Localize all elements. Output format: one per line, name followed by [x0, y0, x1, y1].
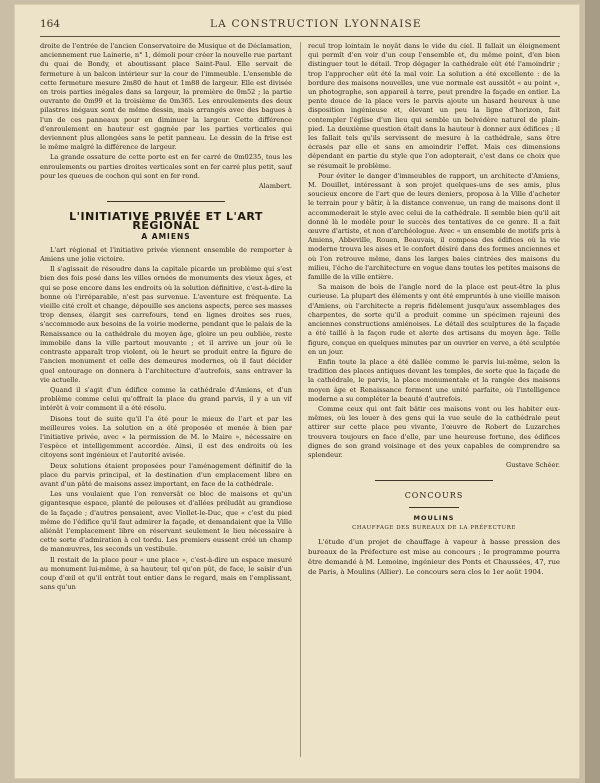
- paragraph: Comme ceux qui ont fait bâtir ces maisons vont ou les habiter eux-mêmes, où les louer à des gens qui la vue seule de la cathédrale peut attirer sur cette place peu vivante, l'œuvre de Robert de Luzarches trouvera toujours en face d'elle, par une heureuse fortune, des édifices dignes de son grand voisinage et des yeux capables de comprendre sa splendeur.: [308, 404, 560, 459]
- paragraph: L'art régional et l'initiative privée viennent ensemble de remporter à Amiens une jolie victoire.: [40, 245, 292, 264]
- page-number: 164: [40, 18, 61, 30]
- right-column: [308, 42, 560, 762]
- running-header: [40, 18, 560, 34]
- section-divider: [107, 201, 225, 202]
- column-divider: [300, 42, 301, 757]
- notice-city: MOULINS: [413, 513, 455, 522]
- paragraph: La grande ossature de cette porte est en fer carré de 0m0235, tous les enroulements ou parties droites verticales sont en fer carré plus petit, sauf pour les queues de cochon qui sont en fer rond.: [40, 153, 292, 180]
- article-subheading: A AMIENS: [141, 231, 191, 241]
- paragraph: Les uns voulaient que l'on renversât ce bloc de maisons et qu'un gigantesque espace, planté de pelouses et d'allées préludât au grandiose de la façade ; d'autres pensaient, avec Viollet-le-Duc, que « c'est du pied même de l'édifice qu'il faut admirer la façade, et demandaient que la Ville aliénât l'emplacement libre en réservant seulement le lieu nécessaire à cette sorte d'admiration à col tordu. Les premiers eussent créé un champ de manœuvres, les seconds un vestibule.: [40, 490, 292, 554]
- section-title: CONCOURS: [404, 491, 464, 501]
- book-spine: [585, 0, 600, 783]
- notice-text: L'étude d'un projet de chauffage à vapeur à basse pression des bureaux de la Préfecture est mise au concours ; le programme pourra être demandé à M. Lemoine, ingénieur des Ponts et Chaussées, 47, rue de Paris, à Moulins (Allier). Le concours sera clos le 1er août 1904.: [308, 537, 560, 576]
- paragraph: Deux solutions étaient proposées pour l'aménagement définitif de la place du parvis principal, et la destination d'un emplacement libre en avant d'un pâté de maisons assez important, en face de la cathédrale.: [40, 461, 292, 488]
- paragraph: Sa maison de bois de l'angle nord de la place est peut-être la plus curieuse. La plupart des éléments y ont été empruntés à une vieille maison d'Amiens, où l'architecte a repris fidèlement jusqu'aux assemblages des charpentes, de sorte qu'il a produit comme un spécimen rajeuni des anciennes constructions amiénoises. Le détail des sculptures de la façade a été taillé à la façon rude et alerte des artisans du moyen âge. Telle figure, conçue en quelques minutes par un ouvrier en verve, a été sculptée en un jour.: [308, 283, 560, 356]
- paragraph: Quand il s'agit d'un édifice comme la cathédrale d'Amiens, et d'un problème comme celui qu'offrait la place du grand parvis, il y a un vif intérêt à voir comment il a été résolu.: [40, 385, 292, 413]
- section-divider: [375, 480, 493, 481]
- paragraph: Enfin toute la place a été dallée comme le parvis lui-même, selon la tradition des places antiques devant les temples, de sorte que la façade de la cathédrale, le parvis, la place monumentale et la rangée des maisons moyen âge et Renaissance forment une unité parfaite, où l'intelligence moderne a su compléter la beauté d'autrefois.: [308, 357, 560, 403]
- article-headline: L'INITIATIVE PRIVÉE ET L'ART RÉGIONAL: [69, 210, 263, 233]
- left-column: [40, 42, 292, 762]
- paragraph: droite de l'entrée de l'ancien Conservatoire de Musique et de Déclamation, anciennement rue Lainerie, n° 1, démoli pour créer la nouvelle rue partant du quai de Bondy, et aboutissant place Saint-Paul. Elle servait de fermeture à un balcon intérieur sur la cour de l'immeuble. L'ensemble de cette fermeture mesure 2m80 de haut et 1m88 de largeur. Elle est divisée en trois parties inégales dans sa largeur, la première de 0m52 ; la partie ouvrante de 0m99 et la troisième de 0m365. Les enroulements des deux pilastres inégaux sont de même dessin, mais arrangés avec des bagues à l'un de ces panneaux pour en diminuer la largeur. Cette différence d'enroulement en hauteur est gagnée par les parties verticales qui deviennent plus allongées sans le petit panneau. Le dessin de la frise est le même malgré la différence de largeur.: [40, 42, 292, 152]
- paragraph: Pour éviter le danger d'immeubles de rapport, un architecte d'Amiens, M. Douillet, intéressant à son projet quelques-uns de ses amis, plus soucieux encore de l'art que de leurs deniers, proposa à la Ville d'acheter le terrain pour y bâtir, à la distance convenue, un rang de maisons dont il accommoderait le style avec celui de la cathédrale. Il semble bien qu'il ait donné là le modèle pour le succès des tentatives de ce genre. Il a fait œuvre d'artiste, et non d'archéologue. Avec « un ensemble de motifs pris à Amiens, Abbeville, Rouen, Beauvais, il composa des édifices où la vie moderne trouva les aises et le confort désiré dans des formes anciennes et où l'on retrouve même, dans les larges baies cintrées des maisons du milieu, l'écho de l'architecture en vogue dans toutes les petites maisons de famille de la ville entière.: [308, 171, 560, 282]
- paragraph: recul trop lointain le noyât dans le vide du ciel. Il fallait un éloignement qui permît d'en voir d'un coup l'ensemble et, du même point, d'en bien distinguer tout le détail. Trop dégager la cathédrale eût été l'amoindrir ; trop l'approcher eût été la mal voir. La solution a été excellente : de la bordure des maisons nouvelles, une vue normale est aussitôt « au point », un photographe, son appareil à terre, peut prendre la façade en entier. La pente douce de la place vers le parvis ajoute un hasard heureux à une disposition ingénieuse et, élevant un peu la ligne d'horizon, fait contempler l'église d'un lieu qui semble un belvédère naturel de plain-pied. La deuxième question était dans la hauteur à donner aux édifices ; il les fallait tels qu'ils servissent de mesure à la cathédrale, sans être écrasés par elle et sans en amoindrir l'effet. Mais ces dimensions dépendant en partie du style que l'on adopterait, c'est dans ce choix que se résumait le problème.: [308, 42, 560, 170]
- author-signature: Gustave Schéer.: [506, 461, 560, 470]
- paragraph: Disons tout de suite qu'il l'a été pour le mieux de l'art et par les meilleures voies. La solution en a été proposée et menée à bien par l'initiative privée, avec « la permission de M. le Maire », nécessaire en l'espèce et intelligemment accordée. Ainsi, il est des endroits où les citoyens sont ingénieux et l'autorité avisée.: [40, 414, 292, 460]
- journal-title: LA CONSTRUCTION LYONNAISE: [210, 18, 422, 30]
- header-rule: [40, 36, 560, 37]
- author-signature: Alambert.: [258, 182, 292, 191]
- notice-caption: CHAUFFAGE DES BUREAUX DE LA PRÉFECTURE: [352, 524, 516, 531]
- paragraph: Il s'agissait de résoudre dans la capitale picarde un problème qui s'est bien des fois posé dans les villes ornées de monuments des vieux âges, et qui se pose encore dans les endroits où la solution définitive, c'est-à-dire la bonne où l'irréparable, n'est pas survenue. L'aventure est fréquente. La vieille cité croît et change, dépouille ses anciens aspects, perce ses masses trop denses, élargit ses carrefours, tend en lignes droites ses rues, s'accommode aux besoins de la voirie moderne, pendant que le palais de la Renaissance ou la cathédrale du moyen âge, gloire un peu oubliée, reste immobile dans la ville partout mouvante ; et il arrive un jour où le contraste apparaît trop violent, où le heurt se produit entre la figure de l'ancien monument et celle des demeures modernes, où il faut décider quel entourage on donnera à l'architecture d'autrefois, sans entraver la vie actuelle.: [40, 265, 292, 384]
- short-rule: [409, 507, 459, 508]
- paragraph: Il restait de la place pour « une place », c'est-à-dire un espace mesuré au monument lui-même, à sa hauteur, tel qu'on pût, de face, le saisir d'un coup d'œil et qu'il entrât tout entier dans le regard, mais en l'emplissant, sans qu'un: [40, 555, 292, 592]
